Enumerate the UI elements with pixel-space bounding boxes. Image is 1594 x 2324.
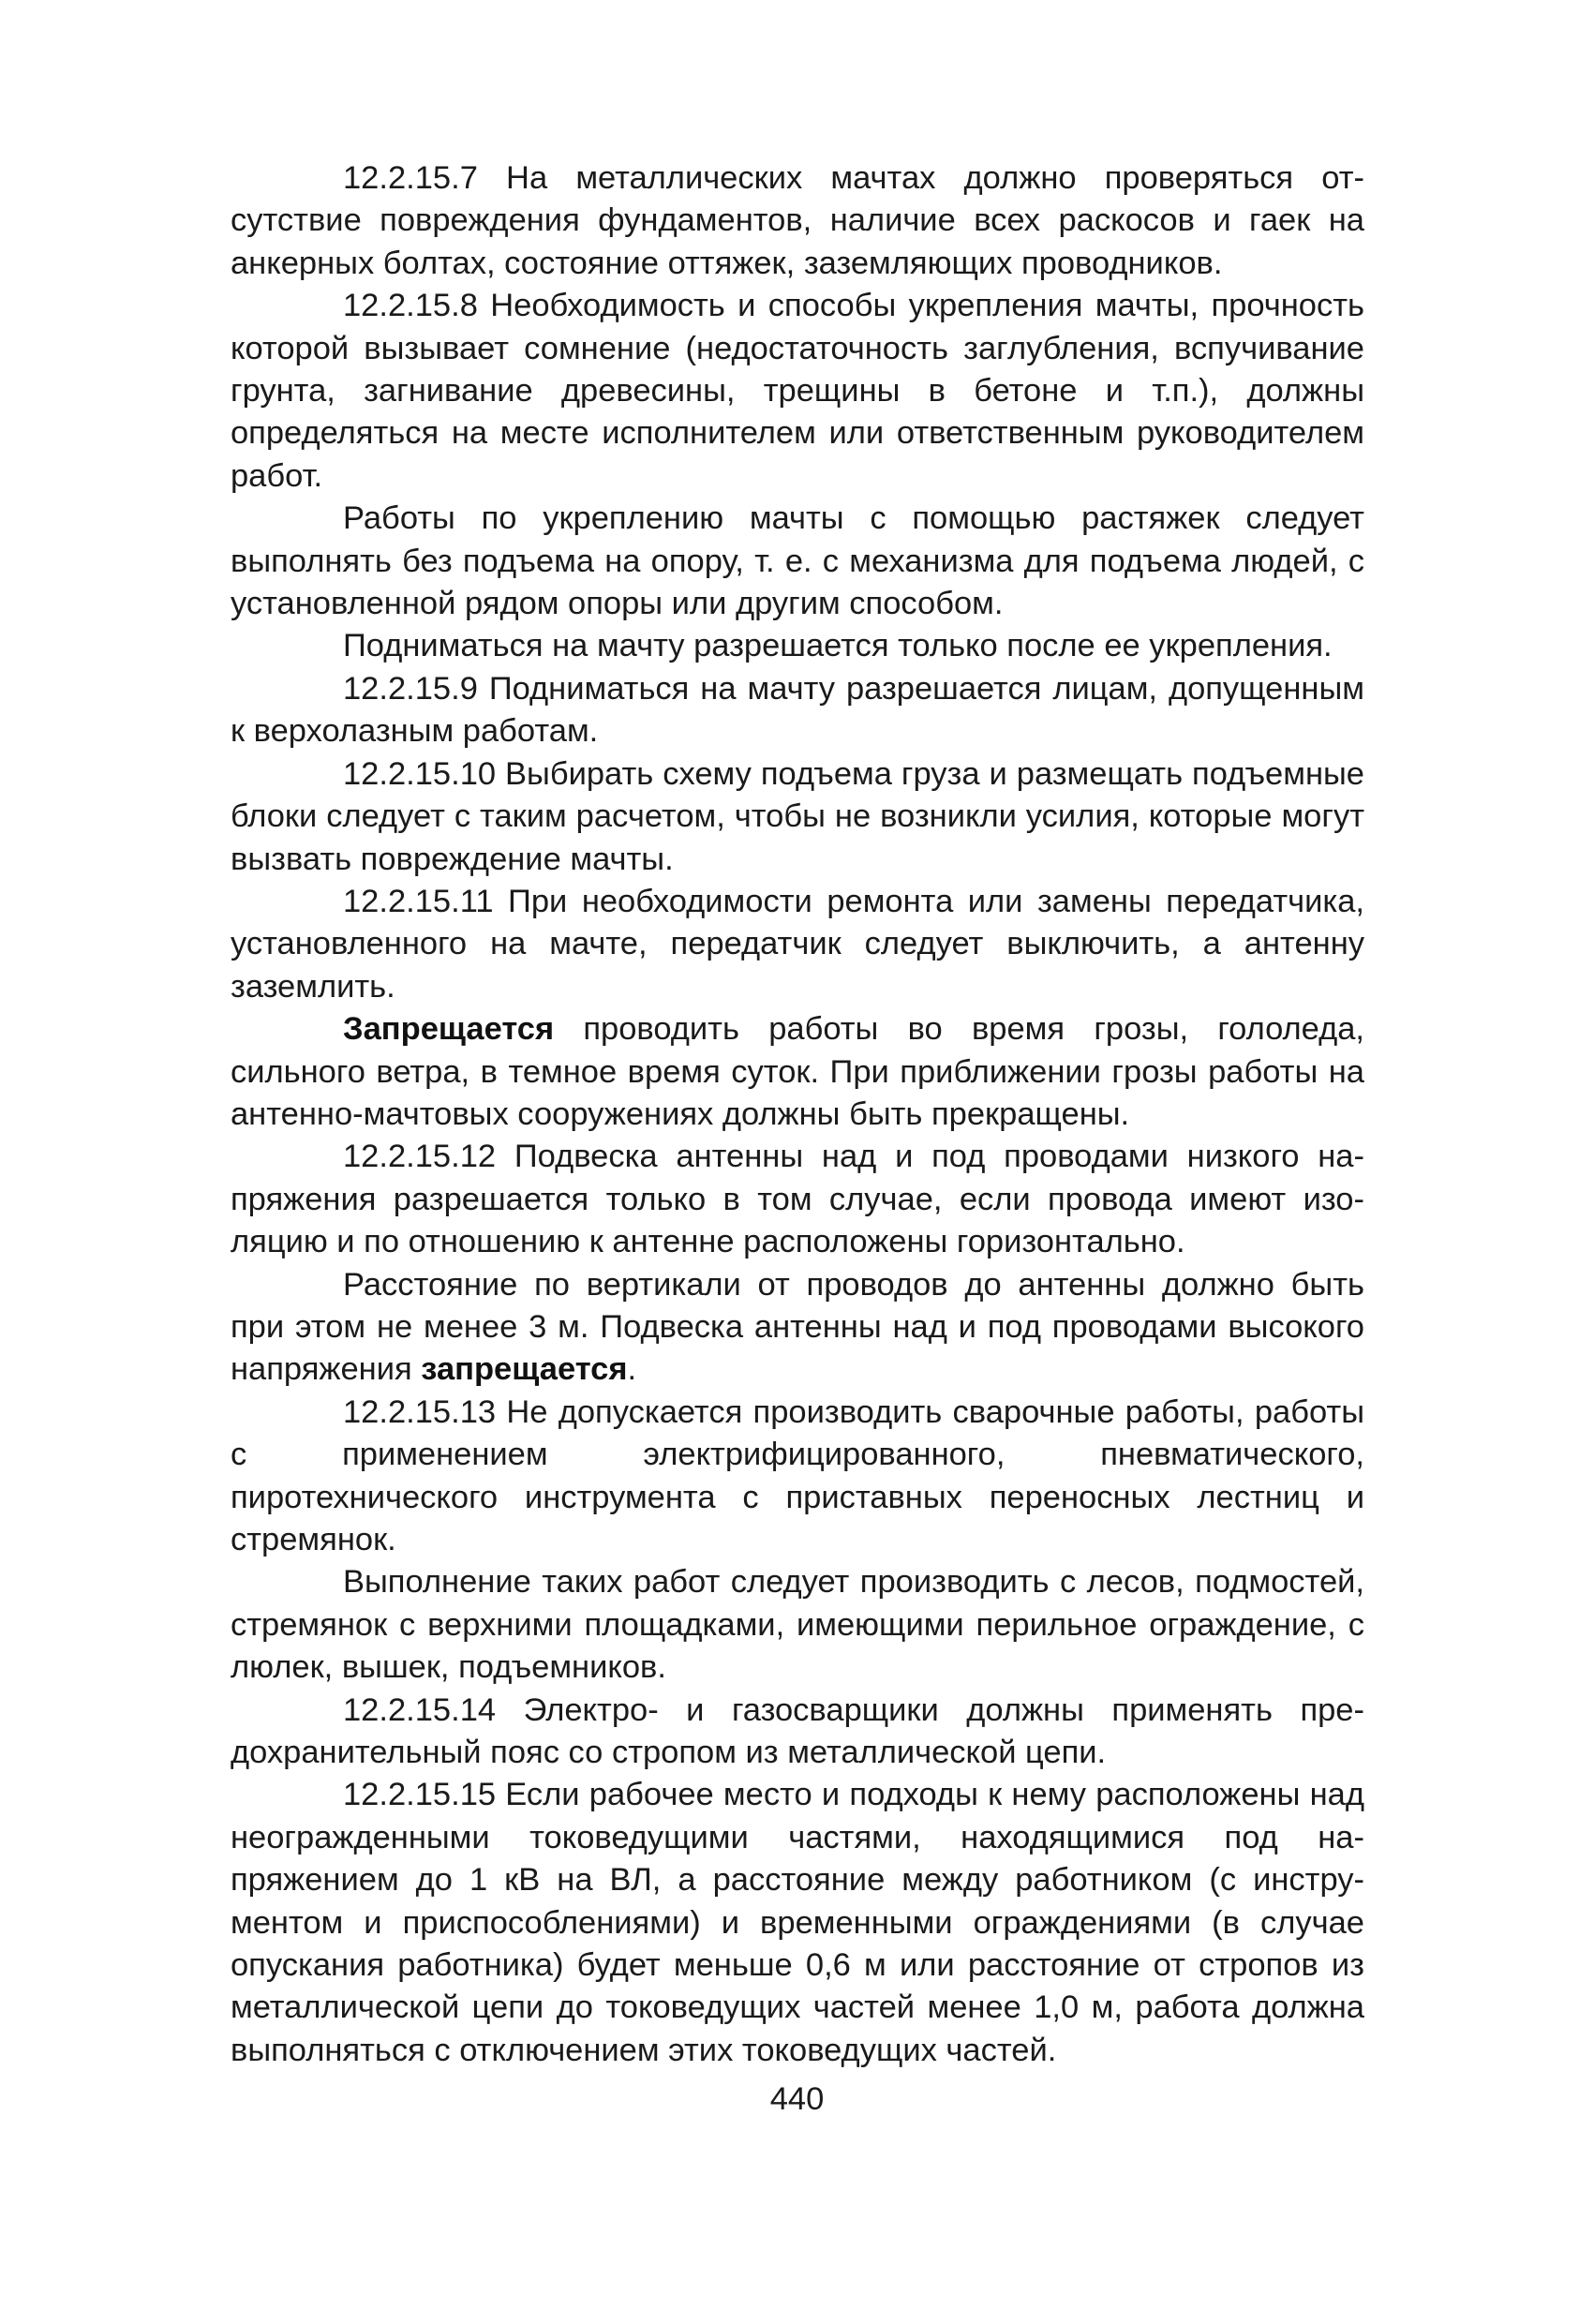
paragraph-scaffolding: Выполнение таких работ следует производить с лесов, подмостей, стремянок с верхними площадками, имеющими перильное ограждение, с люлек, вышек, подъемников. (231, 1564, 1364, 1686)
distance-text: Расстояние по вертикали от проводов до антенны должно быть при этом не менее 3 м. Подвеска антенны над и под проводами высокого напряжения (231, 1266, 1364, 1388)
paragraph-12-2-15-11: 12.2.15.11 При необходимости ремонта или замены передатчика, установленного на мачте, передатчик следует выключить, а антенну заземлить. (231, 883, 1364, 1005)
paragraph-12-2-15-12: 12.2.15.12 Подвеска антенны над и под проводами низкого напряжения разрешается только в том случае, если провода имеют изоляцию и по отношению к антенне расположены горизонтально. (231, 1139, 1364, 1260)
page-body (231, 157, 1364, 2072)
paragraph-12-2-15-15: 12.2.15.15 Если рабочее место и подходы к нему расположены над неогражденными токоведущими частями, находящимися под напряжением до 1 кВ на ВЛ, а расстояние между работником (с инструментом и приспособлениями) и временными ограждениями (в случае опускания работника) будет меньше 0,6 м или расстояние от стропов из металлической цепи до токоведущих частей менее 1,0 м, работа должна выполняться с отключением этих токоведущих частей. (231, 1777, 1364, 2068)
distance-prohibited-keyword: запрещается (421, 1351, 628, 1388)
paragraph-reinforcement-works: Работы по укреплению мачты с помощью растяжек следует выполнять без подъема на опору, т. е. с механизма для подъема людей, с установленной рядом опоры или другим способом. (231, 500, 1364, 622)
paragraph-12-2-15-10: 12.2.15.10 Выбирать схему подъема груза и размещать подъемные блоки следует с таким расчетом, чтобы не возникли усилия, которые могут вызвать повреждение мачты. (231, 755, 1364, 877)
paragraph-prohibition (231, 1008, 1364, 1136)
prohibition-keyword: Запрещается (343, 1011, 555, 1048)
distance-end: . (627, 1351, 637, 1388)
page-number: 440 (769, 2081, 825, 2117)
paragraph-vertical-distance (231, 1264, 1364, 1392)
paragraph-12-2-15-7: 12.2.15.7 На металлических мачтах должно проверяться отсутствие повреждения фундаментов, наличие всех раскосов и гаек на анкерных болтах, состояние оттяжек, заземляющих проводников. (231, 160, 1364, 281)
paragraph-12-2-15-14: 12.2.15.14 Электро- и газосварщики должны применять предохранительный пояс со стропом из металлической цепи. (231, 1691, 1364, 1771)
paragraph-12-2-15-9: 12.2.15.9 Подниматься на мачту разрешается лицам, допущенным к верхолазным работам. (231, 670, 1364, 750)
paragraph-12-2-15-8: 12.2.15.8 Необходимость и способы укрепления мачты, прочность которой вызывает сомнение (недостаточность заглубления, вспучивание грунта, загнивание древесины, трещины в бетоне и т.п.), должны определяться на месте исполнителем или ответственным руководителем работ. (231, 288, 1364, 494)
prohibition-text: проводить работы во время грозы, гололеда, сильного ветра, в темное время суток. При приближении грозы работы на антенно-мачтовых сооружениях должны быть прекращены. (231, 1011, 1364, 1132)
paragraph-12-2-15-13: 12.2.15.13 Не допускается производить сварочные работы, работы с применением электрифицированного, пневматического, пиротехнического инструмента с приставных переносных лестниц и стремянок. (231, 1393, 1364, 1557)
paragraph-climbing-after-reinforcement: Подниматься на мачту разрешается только после ее укрепления. (343, 628, 1333, 664)
